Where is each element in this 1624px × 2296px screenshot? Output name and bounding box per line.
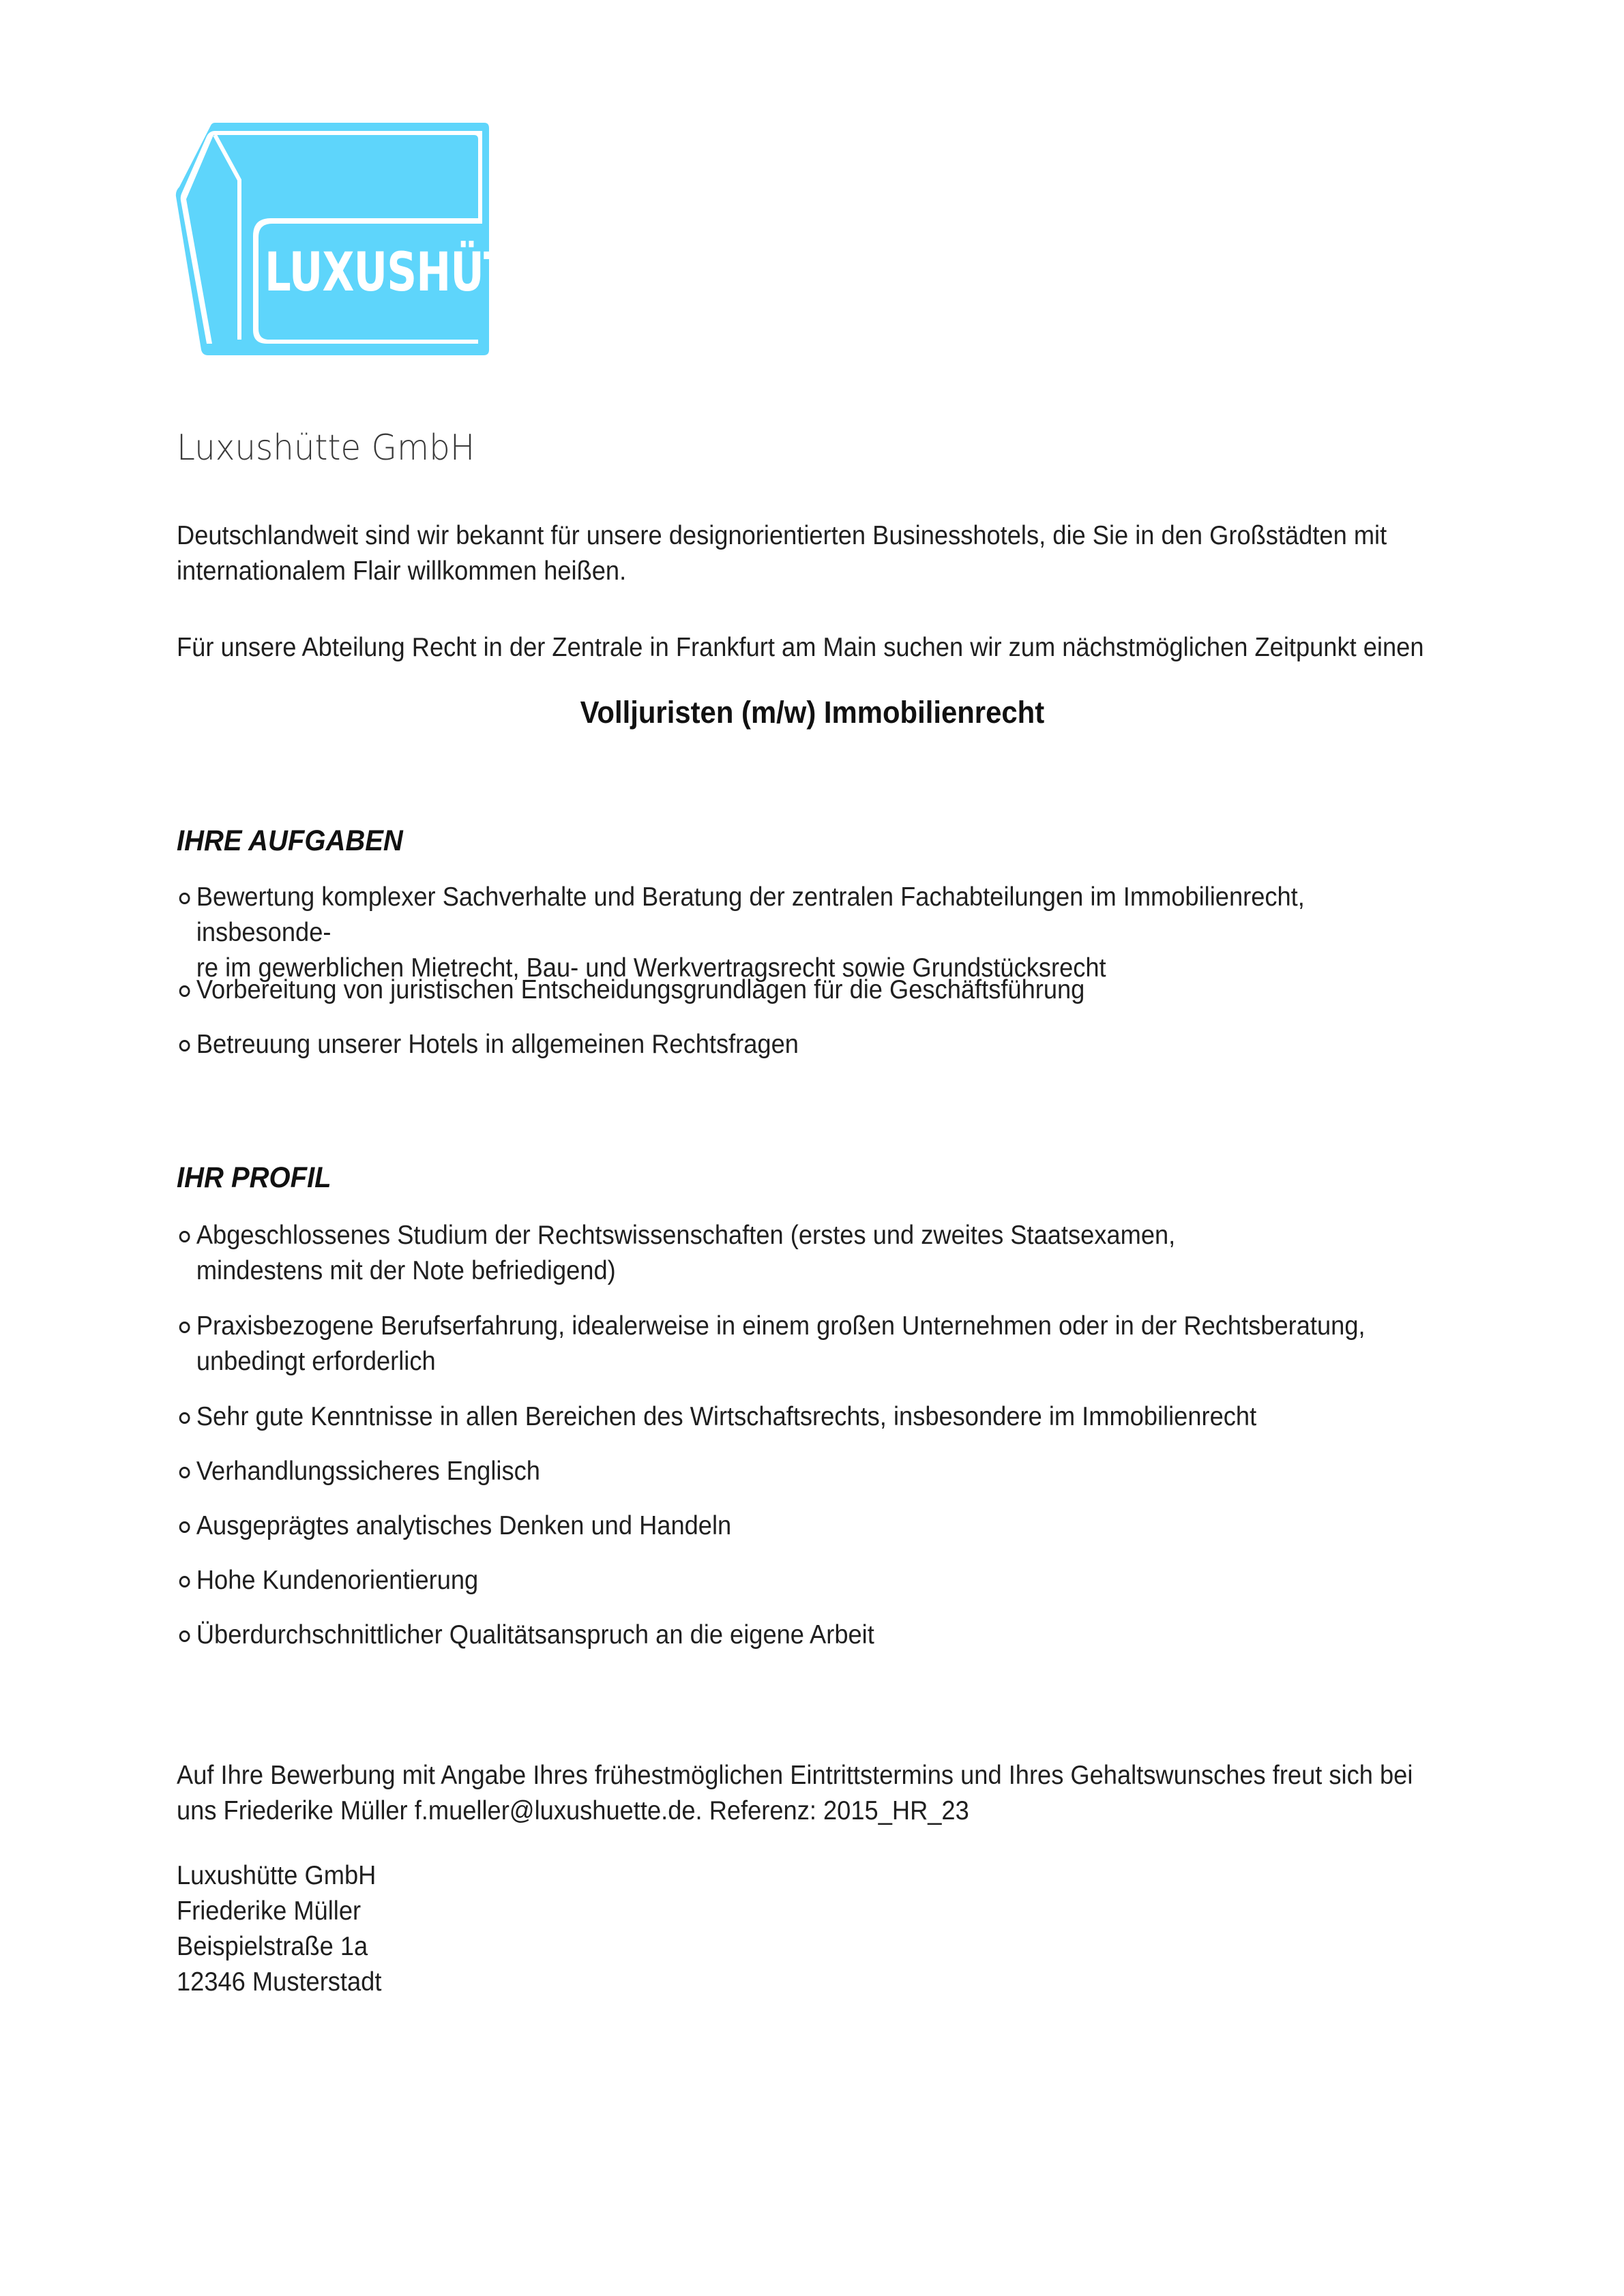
list-item-line: Verhandlungssicheres Englisch xyxy=(196,1457,540,1486)
list-item-line: re im gewerblichen Mietrecht, Bau- und Werkvertragsrecht sowie Grundstücksrecht xyxy=(196,953,1106,983)
list-item xyxy=(177,1399,1382,1435)
intro-line: Deutschlandweit sind wir bekannt für unsere designorientierten Businesshotels, die Sie in den Großstädten mit xyxy=(177,521,1387,550)
address-company: Luxushütte GmbH xyxy=(177,1861,377,1890)
circle-bullet-icon xyxy=(179,1231,190,1242)
circle-bullet-icon xyxy=(179,1576,190,1587)
list-item-line: Vorbereitung von juristischen Entscheidungsgrundlagen für die Geschäftsführung xyxy=(196,975,1085,1004)
circle-bullet-icon xyxy=(179,1467,190,1478)
circle-bullet-icon xyxy=(179,893,190,904)
list-item xyxy=(177,1309,1382,1380)
list-item-line: mindestens mit der Note befriedigend) xyxy=(196,1256,616,1285)
company-name: Luxushütte GmbH xyxy=(177,428,475,468)
list-item xyxy=(177,1027,1382,1062)
profile-heading: IHR PROFIL xyxy=(177,1161,331,1194)
job-title xyxy=(0,692,1624,733)
list-item-line: Hohe Kundenorientierung xyxy=(196,1566,479,1595)
list-item-line: Ausgeprägtes analytisches Denken und Handeln xyxy=(196,1511,732,1540)
list-item xyxy=(177,1508,1382,1544)
intro-paragraph xyxy=(177,518,1387,589)
circle-bullet-icon xyxy=(179,1040,190,1052)
list-item xyxy=(177,880,1382,986)
list-item-line: Bewertung komplexer Sachverhalte und Beratung der zentralen Fachabteilungen im Immobilienrecht, insbesonde- xyxy=(196,882,1305,947)
circle-bullet-icon xyxy=(179,1630,190,1642)
contact-address xyxy=(177,1858,381,2000)
address-city: 12346 Musterstadt xyxy=(177,1967,382,1997)
luxushuette-logo xyxy=(174,121,568,361)
list-item-line: Sehr gute Kenntnisse in allen Bereichen des Wirtschaftsrechts, insbesondere im Immobilienrecht xyxy=(196,1402,1257,1431)
list-item xyxy=(177,1563,1382,1598)
circle-bullet-icon xyxy=(179,985,190,997)
search-sentence: Für unsere Abteilung Recht in der Zentrale in Frankfurt am Main suchen wir zum nächstmöglichen Zeitpunkt einen xyxy=(177,633,1424,662)
list-item-line: Überdurchschnittlicher Qualitätsanspruch an die eigene Arbeit xyxy=(196,1620,874,1650)
list-item xyxy=(177,1617,1382,1653)
logo-wordmark: LUXUSHÜTTE xyxy=(265,242,568,303)
closing-line: Auf Ihre Bewerbung mit Angabe Ihres frühestmöglichen Eintrittstermins und Ihres Gehaltswunsches freut sich bei xyxy=(177,1761,1413,1790)
job-title-text: Volljuristen (m/w) Immobilienrecht xyxy=(580,695,1044,730)
list-item xyxy=(177,1454,1382,1489)
list-item-line: Abgeschlossenes Studium der Rechtswissenschaften (erstes und zweites Staatsexamen, xyxy=(196,1221,1176,1250)
list-item-line: Betreuung unserer Hotels in allgemeinen Rechtsfragen xyxy=(196,1030,799,1059)
circle-bullet-icon xyxy=(179,1322,190,1333)
address-street: Beispielstraße 1a xyxy=(177,1932,368,1961)
list-item-line: unbedingt erforderlich xyxy=(196,1347,436,1376)
closing-paragraph xyxy=(177,1758,1413,1829)
closing-line: uns Friederike Müller f.mueller@luxushuette.de. Referenz: 2015_HR_23 xyxy=(177,1796,969,1825)
circle-bullet-icon xyxy=(179,1412,190,1424)
list-item-line: Praxisbezogene Berufserfahrung, idealerweise in einem großen Unternehmen oder in der Rechtsberatung, xyxy=(196,1311,1365,1341)
tasks-heading: IHRE AUFGABEN xyxy=(177,824,403,857)
logo-graphic xyxy=(174,121,501,361)
circle-bullet-icon xyxy=(179,1521,190,1533)
list-item xyxy=(177,1218,1382,1289)
address-contact-person: Friederike Müller xyxy=(177,1896,361,1926)
list-item xyxy=(177,972,1382,1008)
intro-line: internationalem Flair willkommen heißen. xyxy=(177,556,627,586)
